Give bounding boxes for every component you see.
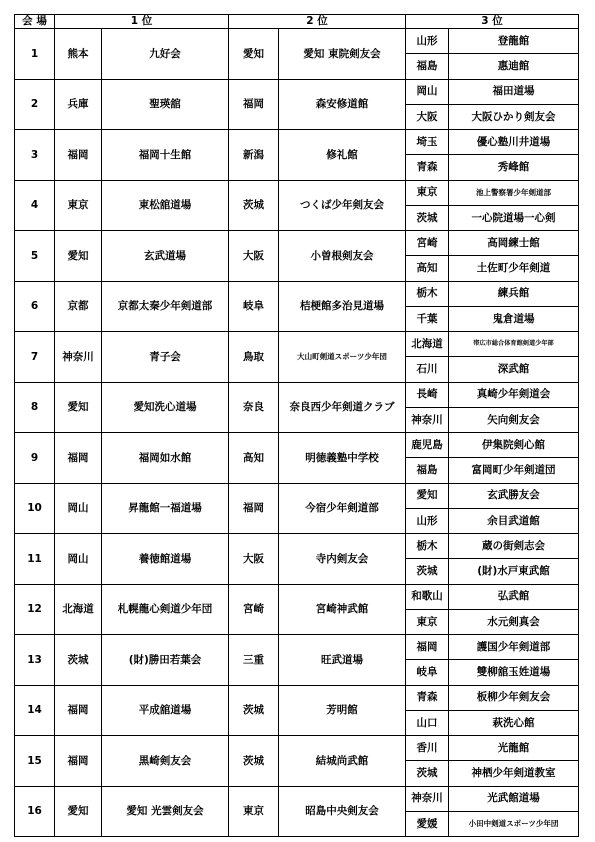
third-place-prefecture: 青森 — [406, 685, 449, 710]
first-place-team: 黒崎剣友会 — [102, 736, 229, 787]
third-place-prefecture: 茨城 — [406, 559, 449, 584]
third-place-prefecture: 鹿児島 — [406, 433, 449, 458]
third-place-prefecture: 和歌山 — [406, 584, 449, 609]
third-place-team: 富岡町少年剣道団 — [449, 458, 579, 483]
first-place-team: 愛知洗心道場 — [102, 382, 229, 433]
third-place-team: 水元剣真会 — [449, 609, 579, 634]
second-place-team: 奈良西少年剣道クラブ — [279, 382, 406, 433]
third-place-prefecture: 埼玉 — [406, 130, 449, 155]
second-place-prefecture: 大阪 — [229, 534, 279, 585]
first-place-prefecture: 愛知 — [55, 786, 102, 837]
first-place-prefecture: 京都 — [55, 281, 102, 332]
third-place-team: 光龍館 — [449, 736, 579, 761]
first-place-team: 青子会 — [102, 332, 229, 383]
third-place-team: 光武館道場 — [449, 786, 579, 811]
venue-number: 8 — [15, 382, 55, 433]
table-row — [15, 231, 579, 256]
venue-number: 16 — [15, 786, 55, 837]
third-place-prefecture: 高知 — [406, 256, 449, 281]
third-place-team: 護国少年剣道部 — [449, 635, 579, 660]
third-place-prefecture: 岐阜 — [406, 660, 449, 685]
venue-number: 3 — [15, 130, 55, 181]
second-place-team: 明徳義塾中学校 — [279, 433, 406, 484]
third-place-prefecture: 福島 — [406, 458, 449, 483]
third-place-team: 板柳少年剣友会 — [449, 685, 579, 710]
venue-number: 9 — [15, 433, 55, 484]
third-place-prefecture: 千葉 — [406, 306, 449, 331]
table-row — [15, 130, 579, 155]
table-row — [15, 433, 579, 458]
table-row — [15, 786, 579, 811]
second-place-team: 旺武道場 — [279, 635, 406, 686]
third-place-team: 小田中剣道スポーツ少年団 — [449, 811, 579, 836]
second-place-prefecture: 茨城 — [229, 180, 279, 231]
second-place-team: 愛知 東院剣友会 — [279, 29, 406, 80]
header-first-place: 1 位 — [55, 15, 229, 29]
second-place-prefecture: 岐阜 — [229, 281, 279, 332]
table-row — [15, 685, 579, 710]
table-row — [15, 736, 579, 761]
first-place-prefecture: 東京 — [55, 180, 102, 231]
first-place-prefecture: 熊本 — [55, 29, 102, 80]
second-place-team: 修礼館 — [279, 130, 406, 181]
second-place-prefecture: 茨城 — [229, 736, 279, 787]
table-row — [15, 332, 579, 357]
first-place-team: 養徳館道場 — [102, 534, 229, 585]
first-place-team: 聖瑛舘 — [102, 79, 229, 130]
second-place-prefecture: 高知 — [229, 433, 279, 484]
table-row — [15, 79, 579, 104]
third-place-prefecture: 東京 — [406, 609, 449, 634]
venue-number: 5 — [15, 231, 55, 282]
third-place-team: 福田道場 — [449, 79, 579, 104]
second-place-prefecture: 茨城 — [229, 685, 279, 736]
third-place-prefecture: 栃木 — [406, 281, 449, 306]
venue-number: 10 — [15, 483, 55, 534]
venue-number: 13 — [15, 635, 55, 686]
first-place-prefecture: 岡山 — [55, 534, 102, 585]
header-row — [15, 15, 579, 29]
first-place-prefecture: 愛知 — [55, 231, 102, 282]
second-place-team: 結城尚武館 — [279, 736, 406, 787]
second-place-prefecture: 福岡 — [229, 79, 279, 130]
second-place-team: 宮崎神武館 — [279, 584, 406, 635]
third-place-team: 一心院道場一心剣 — [449, 205, 579, 230]
first-place-prefecture: 岡山 — [55, 483, 102, 534]
second-place-prefecture: 三重 — [229, 635, 279, 686]
third-place-team: 玄武勝友会 — [449, 483, 579, 508]
third-place-team: 帯広市総合体育館剣道少年部 — [449, 332, 579, 357]
second-place-prefecture: 鳥取 — [229, 332, 279, 383]
third-place-team: 登龍館 — [449, 29, 579, 54]
third-place-team: 伊集院剣心館 — [449, 433, 579, 458]
third-place-prefecture: 神奈川 — [406, 407, 449, 432]
first-place-prefecture: 福岡 — [55, 685, 102, 736]
third-place-team: 大阪ひかり剣友会 — [449, 104, 579, 129]
third-place-prefecture: 栃木 — [406, 534, 449, 559]
third-place-team: 余目武道館 — [449, 508, 579, 533]
third-place-prefecture: 岡山 — [406, 79, 449, 104]
header-third-place: 3 位 — [406, 15, 579, 29]
second-place-prefecture: 東京 — [229, 786, 279, 837]
results-body — [15, 29, 579, 837]
second-place-team: つくば少年剣友会 — [279, 180, 406, 231]
first-place-prefecture: 福岡 — [55, 130, 102, 181]
first-place-prefecture: 福岡 — [55, 736, 102, 787]
third-place-prefecture: 青森 — [406, 155, 449, 180]
third-place-team: 萩洗心館 — [449, 710, 579, 735]
third-place-team: 練兵館 — [449, 281, 579, 306]
table-row — [15, 180, 579, 205]
third-place-prefecture: 神奈川 — [406, 786, 449, 811]
first-place-team: 福岡十生館 — [102, 130, 229, 181]
venue-number: 6 — [15, 281, 55, 332]
first-place-team: 京都太秦少年剣道部 — [102, 281, 229, 332]
second-place-team: 芳明館 — [279, 685, 406, 736]
second-place-team: 小曽根剣友会 — [279, 231, 406, 282]
table-row — [15, 382, 579, 407]
results-table — [14, 14, 579, 837]
table-row — [15, 29, 579, 54]
header-venue: 会 場 — [15, 15, 55, 29]
venue-number: 15 — [15, 736, 55, 787]
third-place-team: 真崎少年剣道会 — [449, 382, 579, 407]
second-place-prefecture: 福岡 — [229, 483, 279, 534]
first-place-team: 福岡如水館 — [102, 433, 229, 484]
third-place-team: (財)水戸東武館 — [449, 559, 579, 584]
first-place-team: 札幌龍心剣道少年団 — [102, 584, 229, 635]
table-row — [15, 534, 579, 559]
third-place-prefecture: 北海道 — [406, 332, 449, 357]
first-place-team: 昇龍館一福道場 — [102, 483, 229, 534]
second-place-team: 昭島中央剣友会 — [279, 786, 406, 837]
third-place-prefecture: 福岡 — [406, 635, 449, 660]
table-row — [15, 281, 579, 306]
third-place-prefecture: 愛知 — [406, 483, 449, 508]
header-second-place: 2 位 — [229, 15, 406, 29]
first-place-prefecture: 北海道 — [55, 584, 102, 635]
venue-number: 14 — [15, 685, 55, 736]
second-place-prefecture: 奈良 — [229, 382, 279, 433]
third-place-team: 弘武館 — [449, 584, 579, 609]
third-place-prefecture: 宮崎 — [406, 231, 449, 256]
third-place-team: 深武館 — [449, 357, 579, 382]
third-place-team: 矢向剣友会 — [449, 407, 579, 432]
table-row — [15, 483, 579, 508]
third-place-prefecture: 山形 — [406, 29, 449, 54]
third-place-team: 神栖少年剣道教室 — [449, 761, 579, 786]
first-place-prefecture: 愛知 — [55, 382, 102, 433]
third-place-prefecture: 愛媛 — [406, 811, 449, 836]
third-place-prefecture: 大阪 — [406, 104, 449, 129]
third-place-prefecture: 茨城 — [406, 761, 449, 786]
third-place-team: 高岡練士館 — [449, 231, 579, 256]
third-place-prefecture: 山形 — [406, 508, 449, 533]
third-place-prefecture: 山口 — [406, 710, 449, 735]
venue-number: 1 — [15, 29, 55, 80]
first-place-team: 東松舘道場 — [102, 180, 229, 231]
venue-number: 4 — [15, 180, 55, 231]
first-place-prefecture: 茨城 — [55, 635, 102, 686]
second-place-team: 森安修道館 — [279, 79, 406, 130]
table-row — [15, 584, 579, 609]
third-place-team: 秀峰館 — [449, 155, 579, 180]
third-place-prefecture: 石川 — [406, 357, 449, 382]
first-place-prefecture: 兵庫 — [55, 79, 102, 130]
second-place-prefecture: 大阪 — [229, 231, 279, 282]
first-place-team: (財)勝田若葉会 — [102, 635, 229, 686]
third-place-prefecture: 香川 — [406, 736, 449, 761]
venue-number: 2 — [15, 79, 55, 130]
third-place-team: 優心塾川井道場 — [449, 130, 579, 155]
third-place-team: 土佐町少年剣道 — [449, 256, 579, 281]
second-place-team: 寺内剣友会 — [279, 534, 406, 585]
third-place-prefecture: 茨城 — [406, 205, 449, 230]
third-place-team: 雙柳舘玉姓道場 — [449, 660, 579, 685]
first-place-prefecture: 福岡 — [55, 433, 102, 484]
venue-number: 7 — [15, 332, 55, 383]
third-place-prefecture: 福島 — [406, 54, 449, 79]
first-place-team: 九好会 — [102, 29, 229, 80]
first-place-team: 愛知 光雲剣友会 — [102, 786, 229, 837]
venue-number: 11 — [15, 534, 55, 585]
third-place-team: 惠迪館 — [449, 54, 579, 79]
second-place-prefecture: 新潟 — [229, 130, 279, 181]
second-place-team: 今宿少年剣道部 — [279, 483, 406, 534]
second-place-prefecture: 愛知 — [229, 29, 279, 80]
first-place-team: 玄武道場 — [102, 231, 229, 282]
second-place-team: 桔梗館多治見道場 — [279, 281, 406, 332]
second-place-team: 大山町剣道スポーツ少年団 — [279, 332, 406, 383]
third-place-team: 蔵の街剣志会 — [449, 534, 579, 559]
third-place-prefecture: 東京 — [406, 180, 449, 205]
third-place-prefecture: 長崎 — [406, 382, 449, 407]
third-place-team: 池上警察署少年剣道部 — [449, 180, 579, 205]
second-place-prefecture: 宮崎 — [229, 584, 279, 635]
table-row — [15, 635, 579, 660]
venue-number: 12 — [15, 584, 55, 635]
first-place-team: 平成舘道場 — [102, 685, 229, 736]
third-place-team: 鬼倉道場 — [449, 306, 579, 331]
first-place-prefecture: 神奈川 — [55, 332, 102, 383]
